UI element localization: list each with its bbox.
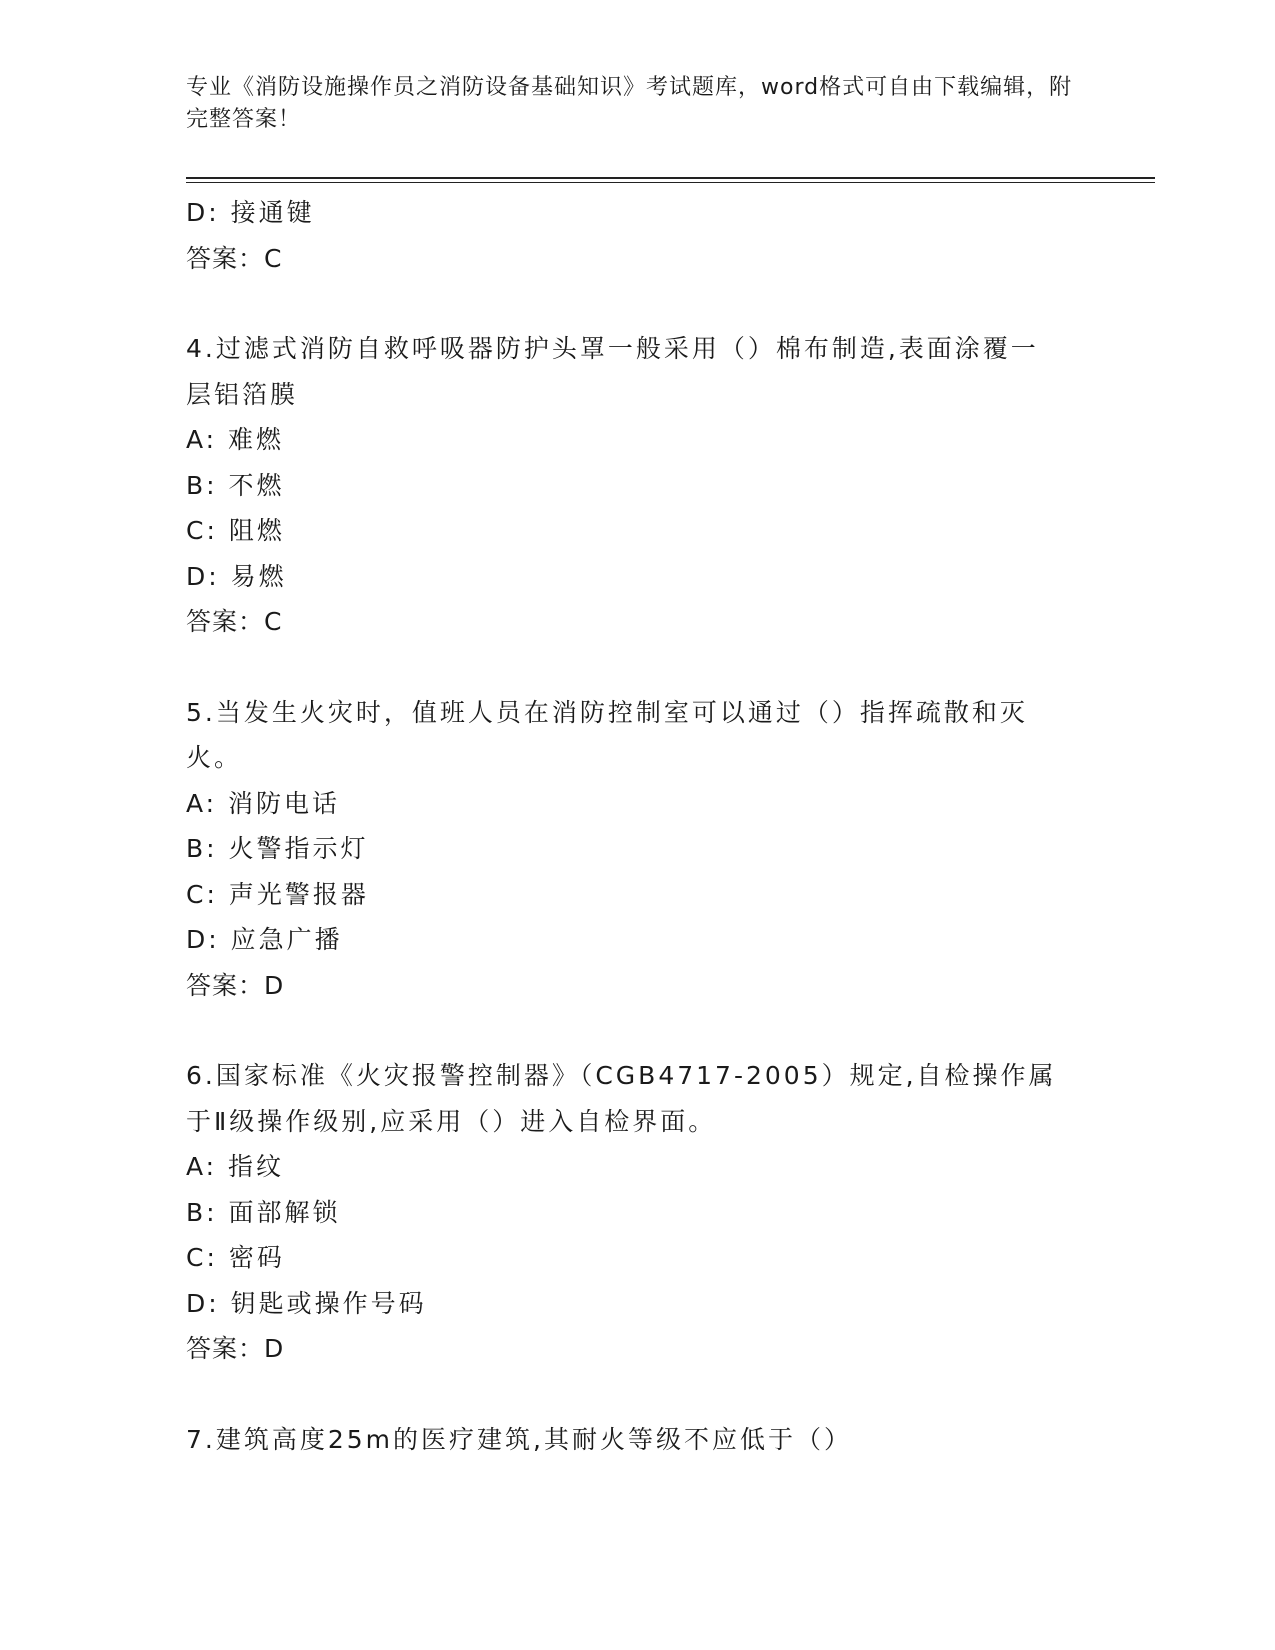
header-divider-thick	[186, 177, 1155, 179]
option-b: B: 火警指示灯	[186, 834, 369, 863]
question-stem: 7.建筑高度25m的医疗建筑,其耐火等级不应低于（）	[186, 1424, 852, 1454]
option-b: B: 面部解锁	[186, 1197, 341, 1227]
option-b: B: 不燃	[186, 470, 285, 500]
question-3-tail	[186, 190, 1086, 281]
question-4	[186, 326, 1086, 645]
spacer	[186, 645, 1086, 690]
question-stem: 5.当发生火灾时，值班人员在消防控制室可以通过（）指挥疏散和灭火。	[186, 697, 1028, 772]
option-c: C: 阻燃	[186, 516, 285, 545]
spacer	[186, 1372, 1086, 1417]
question-stem: 4.过滤式消防自救呼吸器防护头罩一般采用（）棉布制造,表面涂覆一层铝箔膜	[186, 334, 1039, 409]
spacer	[186, 281, 1086, 326]
option-d: D: 接通键	[186, 198, 315, 227]
option-d: D: 易燃	[186, 561, 287, 591]
option-c: C: 密码	[186, 1243, 285, 1272]
option-c: C: 声光警报器	[186, 879, 369, 909]
answer-line: 答案：D	[186, 970, 285, 1000]
question-7	[186, 1417, 1086, 1463]
answer-line: 答案：C	[186, 607, 283, 636]
option-a: A: 消防电话	[186, 788, 341, 818]
question-5	[186, 690, 1086, 1009]
option-d: D: 应急广播	[186, 925, 343, 954]
option-a: A: 难燃	[186, 425, 285, 454]
option-d: D: 钥匙或操作号码	[186, 1288, 427, 1318]
document-header: 专业《消防设施操作员之消防设备基础知识》考试题库，word格式可自由下载编辑，附完整答案！	[186, 75, 1073, 132]
question-6	[186, 1053, 1086, 1372]
header-divider-thin	[186, 182, 1155, 183]
answer-line: 答案：C	[186, 243, 283, 273]
question-list	[186, 190, 1086, 1462]
spacer	[186, 1008, 1086, 1053]
answer-line: 答案：D	[186, 1334, 285, 1363]
option-a: A: 指纹	[186, 1152, 285, 1181]
question-stem: 6.国家标准《火灾报警控制器》（CGB4717-2005）规定,自检操作属于Ⅱ级操作级别,应采用（）进入自检界面。	[186, 1061, 1057, 1136]
